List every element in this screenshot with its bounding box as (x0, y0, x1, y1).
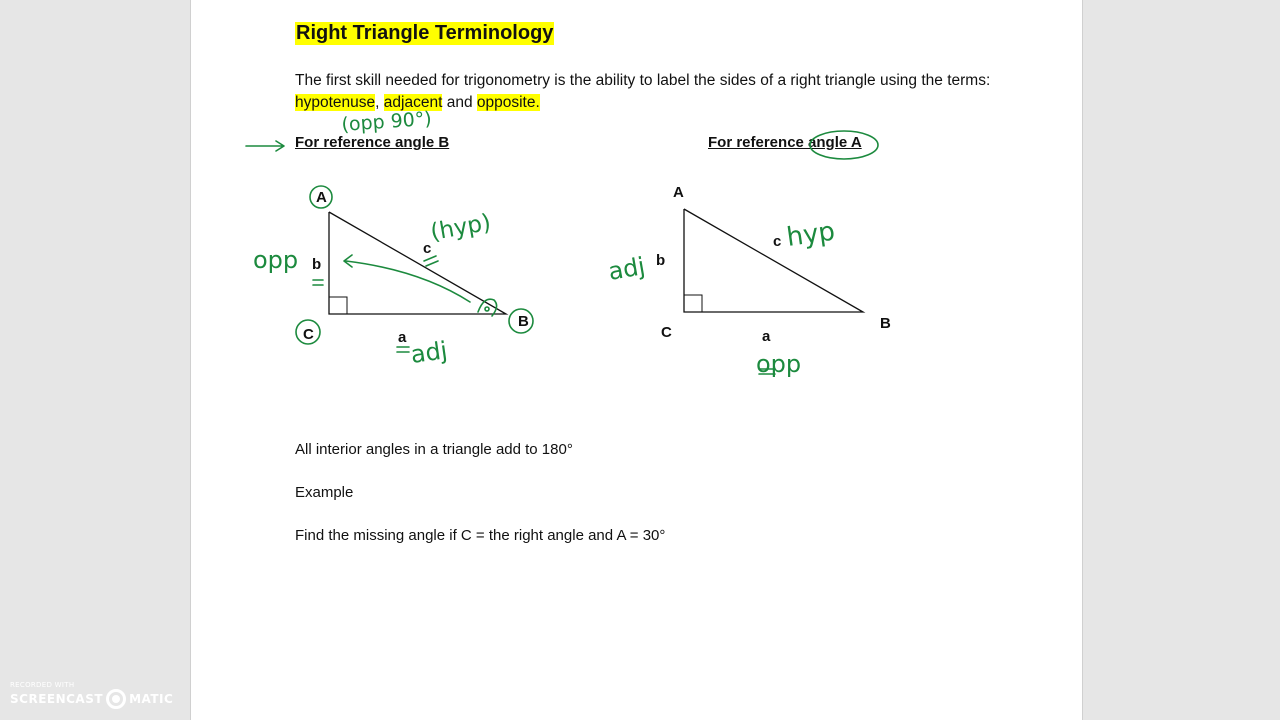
angle-b-dot (485, 307, 489, 311)
right-subheading: For reference angle A (708, 134, 862, 151)
watermark-recorded-with: RECORDED WITH (10, 681, 75, 689)
page-title: Right Triangle Terminology (296, 22, 554, 44)
ink-annotations (246, 108, 878, 378)
left-side-b: b (312, 256, 322, 273)
example-label: Example (295, 484, 354, 501)
angle-a-circle (810, 131, 878, 159)
watermark-brand (10, 689, 173, 709)
watermark-brand-left: SCREENCAST (10, 692, 104, 706)
left-vertex-B: B (518, 313, 529, 330)
term-adjacent: adjacent (383, 94, 443, 111)
side-b-underline (313, 280, 323, 285)
left-triangle (303, 189, 529, 346)
right-side-c: c (773, 233, 782, 250)
term-opposite: opposite. (476, 94, 540, 111)
left-side-c: c (423, 240, 432, 257)
ink-right-hyp: hyp (784, 216, 837, 253)
angles-sum-text: All interior angles in a triangle add to 180° (295, 441, 573, 458)
right-side-a: a (762, 328, 771, 345)
watermark-brand-right: MATIC (129, 692, 174, 706)
pointer-arrow-icon (246, 141, 284, 151)
right-vertex-B: B (880, 315, 891, 332)
side-a-underline (397, 347, 409, 352)
ink-left-opp: opp (253, 246, 299, 274)
ink-opp-90: (opp 90°) (340, 107, 433, 136)
curved-arrow-icon (344, 255, 470, 302)
comma: , (375, 94, 384, 111)
ink-right-adj: adj (606, 251, 648, 286)
left-vertex-A: A (316, 189, 327, 206)
record-icon (106, 689, 126, 709)
screencast-watermark (10, 681, 173, 709)
example-question: Find the missing angle if C = the right angle and A = 30° (295, 527, 666, 544)
left-side-a: a (398, 329, 407, 346)
side-c-underline (424, 256, 438, 266)
right-side-b: b (656, 252, 666, 269)
right-vertex-A: A (673, 184, 684, 201)
right-triangle-outline (684, 209, 863, 312)
ink-left-hyp: (hyp) (428, 209, 493, 246)
intro-text: The first skill needed for trigonometry is the ability to label the sides of a right triangle using the terms: (295, 72, 991, 89)
ink-left-adj: adj (408, 336, 450, 369)
right-right-angle-marker (684, 295, 702, 312)
left-right-angle-marker (329, 297, 347, 314)
and-word: and (442, 94, 477, 111)
term-hypotenuse: hypotenuse (295, 94, 376, 111)
right-vertex-C: C (661, 324, 672, 341)
left-vertex-C: C (303, 326, 314, 343)
ink-right-opp: opp (756, 350, 802, 378)
left-subheading: For reference angle B (295, 134, 450, 151)
right-triangle (656, 184, 891, 345)
